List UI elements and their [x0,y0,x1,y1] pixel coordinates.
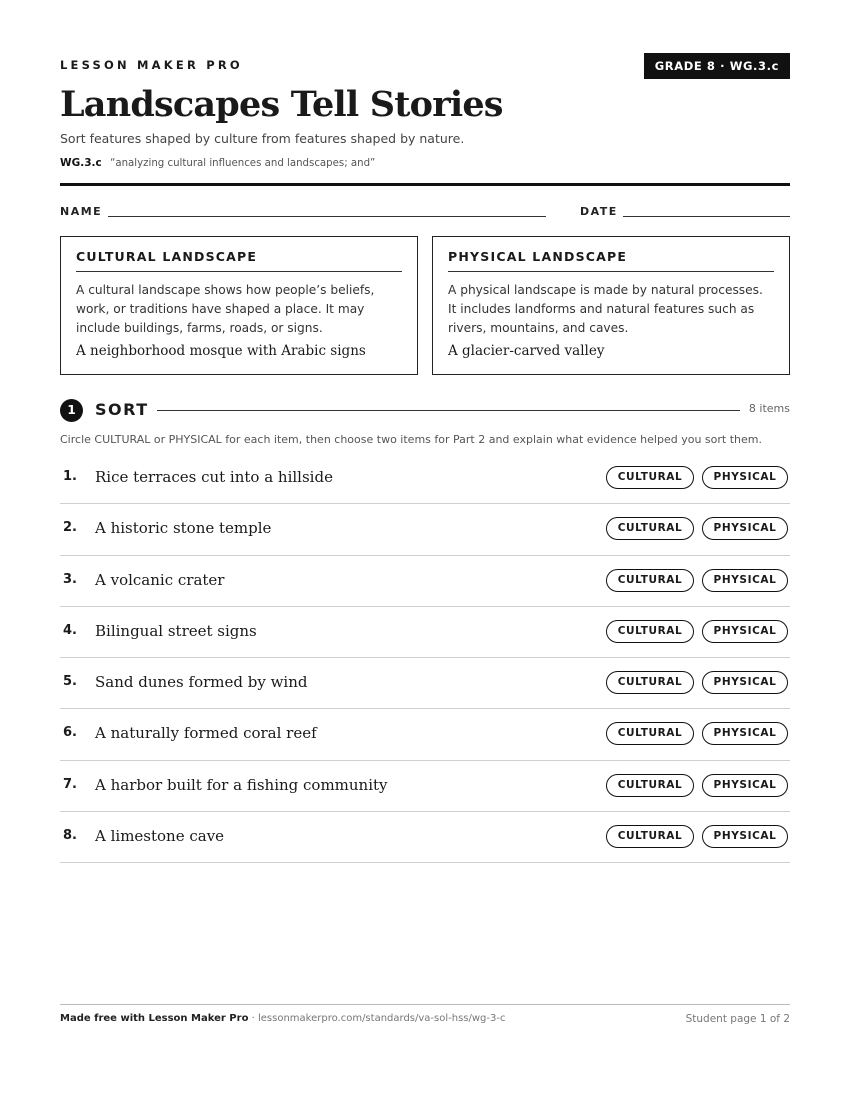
page-subtitle: Sort features shaped by culture from features shaped by nature. [60,131,465,146]
sort-item-list [60,453,790,863]
definition-body: A cultural landscape shows how people’s beliefs, work, or traditions have shaped a place. It may include buildings, farms, roads, or signs. [76,283,375,335]
physical-choice[interactable]: PHYSICAL [702,569,788,592]
cultural-choice[interactable]: CULTURAL [606,517,694,540]
section-instructions: Circle CULTURAL or PHYSICAL for each item, then choose two items for Part 2 and explain what evidence helped you sort them. [60,433,762,446]
cultural-choice[interactable]: CULTURAL [606,825,694,848]
item-number: 8. [63,828,77,844]
item-number: 1. [63,469,77,484]
sort-item [60,556,790,607]
physical-choice[interactable]: PHYSICAL [702,466,788,489]
footer-url: · lessonmakerpro.com/standards/va-sol-hss/wg-3-c [248,1013,506,1024]
cultural-choice[interactable]: CULTURAL [606,466,694,489]
sort-item [60,761,790,812]
standard-line [60,157,375,169]
item-number: 5. [63,674,77,690]
physical-choice[interactable]: PHYSICAL [702,671,788,694]
footer-divider [60,1004,790,1005]
sort-item [60,504,790,555]
sort-item [60,812,790,863]
item-text: A harbor built for a fishing community [95,775,388,794]
standard-code: WG.3.c [60,157,102,169]
physical-choice[interactable]: PHYSICAL [702,517,788,540]
footer-credit: Made free with Lesson Maker Pro [60,1013,249,1024]
section-divider [157,410,740,411]
name-field[interactable] [108,216,546,217]
definition-example: A neighborhood mosque with Arabic signs [76,343,366,359]
physical-definition-box [432,236,790,375]
item-text: A volcanic crater [95,570,225,589]
cultural-choice[interactable]: CULTURAL [606,620,694,643]
cultural-choice[interactable]: CULTURAL [606,722,694,745]
date-field[interactable] [623,216,790,217]
cultural-choice[interactable]: CULTURAL [606,774,694,797]
physical-choice[interactable]: PHYSICAL [702,825,788,848]
physical-choice[interactable]: PHYSICAL [702,774,788,797]
definition-title: PHYSICAL LANDSCAPE [448,249,774,272]
section-number-badge: 1 [60,399,83,422]
sort-item [60,453,790,504]
cultural-choice[interactable]: CULTURAL [606,671,694,694]
item-text: A historic stone temple [95,519,272,538]
item-number: 7. [63,776,77,792]
date-label: DATE [580,205,618,218]
item-text: Bilingual street signs [95,621,257,640]
definition-example: A glacier-carved valley [448,343,605,359]
physical-choice[interactable]: PHYSICAL [702,722,788,745]
item-text: A limestone cave [95,827,225,846]
item-count: 8 items [748,402,790,415]
physical-choice[interactable]: PHYSICAL [702,620,788,643]
sort-item [60,709,790,760]
item-text: A naturally formed coral reef [95,724,317,743]
worksheet-page [60,0,790,1100]
item-number: 6. [63,725,77,741]
section-title: SORT [95,400,149,419]
cultural-choice[interactable]: CULTURAL [606,569,694,592]
item-number: 3. [63,571,77,587]
definition-body: A physical landscape is made by natural processes. It includes landforms and natural features such as rivers, mountains, and caves. [448,283,763,335]
item-number: 2. [63,520,77,536]
page-indicator: Student page 1 of 2 [685,1013,790,1025]
sort-item [60,658,790,709]
sort-item [60,607,790,658]
footer-credit-line [60,1013,505,1024]
item-number: 4. [63,622,77,638]
name-label: NAME [60,205,103,218]
brand-name: LESSON MAKER PRO [60,58,243,72]
page-title: Landscapes Tell Stories [60,84,503,125]
item-text: Rice terraces cut into a hillside [95,468,333,486]
grade-badge: GRADE 8 · WG.3.c [644,53,790,79]
item-text: Sand dunes formed by wind [95,673,308,692]
standard-text: “analyzing cultural influences and landscapes; and” [110,158,376,169]
cultural-definition-box [60,236,418,375]
definition-title: CULTURAL LANDSCAPE [76,249,402,272]
header-divider [60,183,790,186]
